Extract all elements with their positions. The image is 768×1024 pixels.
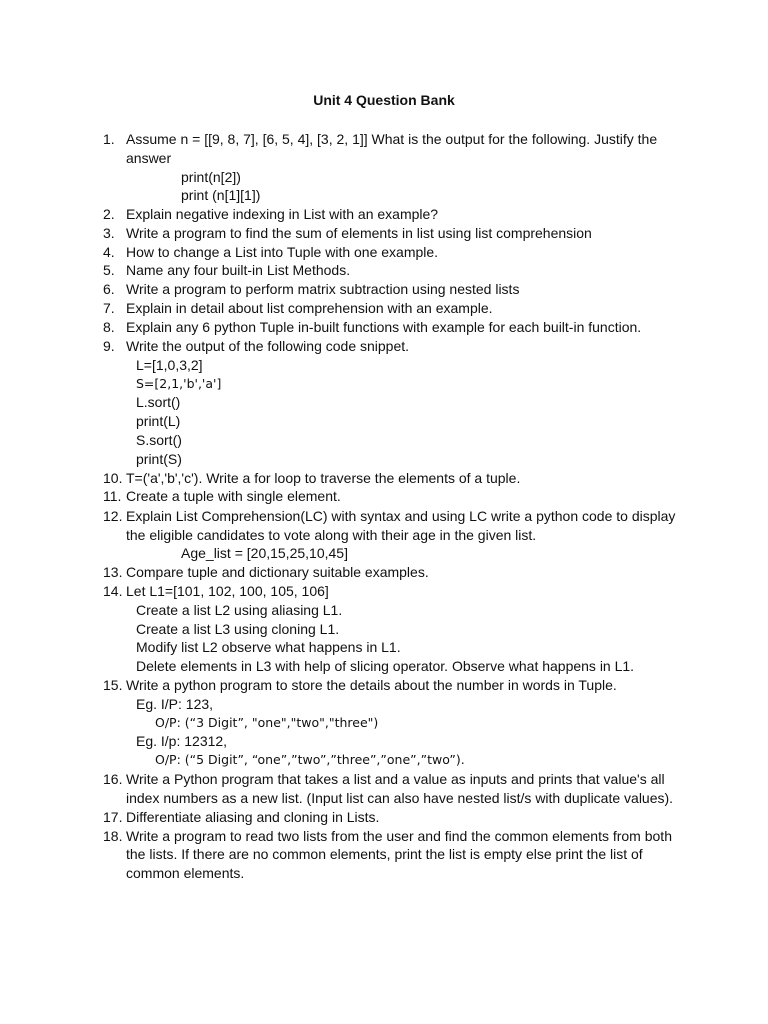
question-number: 12. [103, 508, 123, 524]
question-text: index numbers as a new list. (Input list can also have nested list/s with duplicate values). [126, 790, 674, 806]
code-line: S=[2,1,'b','a'] [136, 376, 222, 391]
question-text: Write a program to find the sum of elements in list using list comprehension [126, 225, 592, 241]
question-text: Let L1=[101, 102, 100, 105, 106] [126, 583, 329, 599]
question-text: Write a program to read two lists from the user and find the common elements from both [126, 828, 672, 844]
question-number: 4. [103, 244, 115, 260]
question-number: 5. [103, 262, 115, 278]
sub-item: Delete elements in L3 with help of slicing operator. Observe what happens in L1. [136, 658, 635, 674]
question-number: 2. [103, 206, 115, 222]
question-number: 16. [103, 771, 123, 787]
code-line: print(S) [136, 451, 182, 467]
question-number: 13. [103, 564, 123, 580]
code-line: print(L) [136, 413, 181, 429]
question-number: 14. [103, 583, 123, 599]
example-line: Eg. I/p: 12312, [136, 733, 228, 749]
question-number: 17. [103, 809, 123, 825]
question-text: Write a python program to store the details about the number in words in Tuple. [126, 677, 617, 693]
question-number: 7. [103, 300, 115, 316]
question-number: 1. [103, 131, 115, 147]
question-number: 15. [103, 677, 123, 693]
question-text: Compare tuple and dictionary suitable examples. [126, 564, 429, 580]
question-text: Write a Python program that takes a list and a value as inputs and prints that value's all [126, 771, 665, 787]
question-text: Assume n = [[9, 8, 7], [6, 5, 4], [3, 2, 1]] What is the output for the following. Justify the [126, 131, 658, 147]
example-line: O/P: (“5 Digit”, “one”,”two”,”three”,”one”,”two”). [155, 752, 465, 767]
question-text: Explain List Comprehension(LC) with syntax and using LC write a python code to display [126, 508, 676, 524]
sub-item: Create a list L3 using cloning L1. [136, 621, 340, 637]
question-text: common elements. [126, 865, 245, 881]
question-text: Create a tuple with single element. [126, 488, 341, 504]
document-title: Unit 4 Question Bank [313, 92, 455, 108]
question-text: How to change a List into Tuple with one example. [126, 244, 439, 260]
question-number: 10. [103, 470, 123, 486]
question-number: 9. [103, 338, 115, 354]
question-number: 6. [103, 281, 115, 297]
example-line: Eg. I/P: 123, [136, 696, 214, 712]
question-number: 8. [103, 319, 115, 335]
sub-item: Create a list L2 using aliasing L1. [136, 602, 343, 618]
question-number: 11. [103, 488, 122, 504]
question-text: Explain negative indexing in List with an example? [126, 206, 439, 222]
code-line: print(n[2]) [181, 169, 241, 185]
example-line: O/P: (“3 Digit”, "one","two","three") [155, 715, 379, 730]
question-text: Differentiate aliasing and cloning in Lists. [126, 809, 380, 825]
question-text: Explain any 6 python Tuple in-built functions with example for each built-in function. [126, 319, 642, 335]
code-line: Age_list = [20,15,25,10,45] [181, 545, 348, 561]
question-text: the lists. If there are no common elements, print the list is empty else print the list of [126, 846, 643, 862]
code-line: S.sort() [136, 432, 182, 448]
code-line: print (n[1][1]) [181, 187, 261, 203]
question-text: Explain in detail about list comprehension with an example. [126, 300, 493, 316]
question-number: 18. [103, 828, 123, 844]
question-text: the eligible candidates to vote along with their age in the given list. [126, 527, 537, 543]
sub-item: Modify list L2 observe what happens in L1. [136, 639, 401, 655]
question-text: Name any four built-in List Methods. [126, 262, 351, 278]
code-line: L.sort() [136, 394, 181, 410]
question-text: Write the output of the following code snippet. [126, 338, 410, 354]
question-text: T=('a','b','c'). Write a for loop to traverse the elements of a tuple. [126, 470, 521, 486]
question-text: Write a program to perform matrix subtraction using nested lists [126, 281, 520, 297]
code-line: L=[1,0,3,2] [136, 357, 203, 373]
question-text: answer [126, 150, 172, 166]
question-number: 3. [103, 225, 115, 241]
